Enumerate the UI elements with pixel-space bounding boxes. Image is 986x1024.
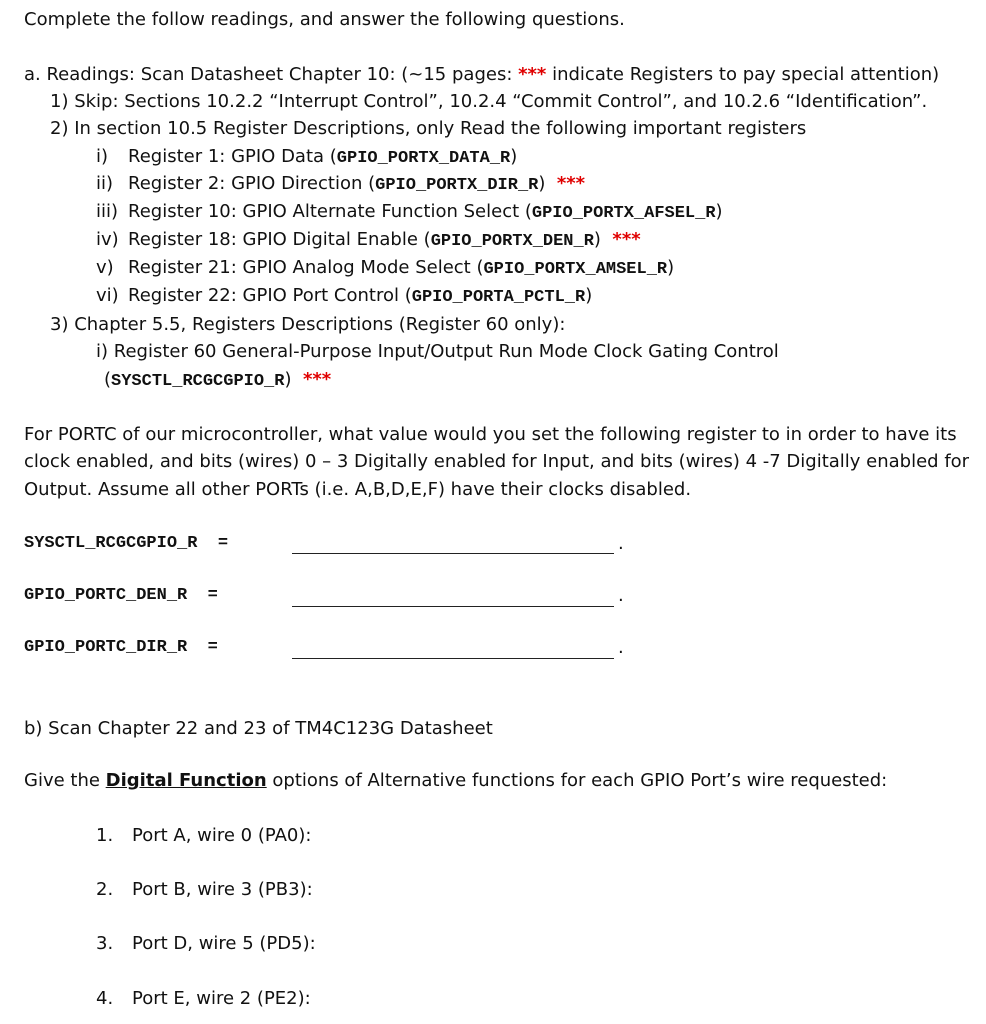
register-code: GPIO_PORTA_PCTL_R [411, 288, 586, 307]
answer-label: SYSCTL_RCGCGPIO_R [24, 534, 198, 553]
register-60-line: i) Register 60 General-Purpose Input/Output Run Mode Clock Gating Control [96, 341, 779, 362]
section-10-5-instruction: 2) In section 10.5 Register Descriptions, only Read the following important registers [50, 118, 807, 139]
register-close: ) [593, 229, 601, 250]
list-item [96, 933, 316, 955]
register-code: GPIO_PORTX_DEN_R [430, 232, 594, 251]
answer-period: . [618, 637, 624, 658]
answer-label-den [24, 585, 218, 607]
register-60-stars: *** [302, 369, 332, 390]
register-item [96, 201, 723, 225]
list-item [96, 988, 311, 1010]
answer-period: . [618, 533, 624, 554]
register-num: ii) [96, 173, 114, 194]
answer-blank-rcgcgpio[interactable] [292, 553, 614, 554]
answer-period: . [618, 585, 624, 606]
part-a-heading-prefix: a. Readings: Scan Datasheet Chapter 10: (~15 pages: [24, 64, 519, 85]
register-close: ) [585, 285, 593, 306]
reg60-close: ) [284, 369, 292, 390]
list-num: 2. [96, 879, 114, 900]
skip-sections: 1) Skip: Sections 10.2.2 “Interrupt Control”, 10.2.4 “Commit Control”, and 10.2.6 “Identification”. [50, 91, 928, 112]
register-60-code-line [104, 369, 331, 393]
register-num: iv) [96, 229, 119, 250]
list-num: 3. [96, 933, 114, 954]
answer-label-dir [24, 637, 218, 659]
give-prefix: Give the [24, 770, 106, 791]
list-text: Port D, wire 5 (PD5): [132, 933, 316, 954]
register-text: Register 21: GPIO Analog Mode Select ( [128, 257, 484, 278]
list-item [96, 879, 313, 901]
register-text: Register 22: GPIO Port Control ( [128, 285, 412, 306]
portc-question-line: For PORTC of our microcontroller, what value would you set the following register to in order to have its [24, 424, 957, 445]
register-close: ) [510, 146, 518, 167]
register-item [96, 285, 592, 309]
register-text: Register 18: GPIO Digital Enable ( [128, 229, 431, 250]
digital-function-emphasis: Digital Function [105, 770, 267, 791]
part-b-instruction [24, 770, 887, 792]
part-b-heading: b) Scan Chapter 22 and 23 of TM4C123G Datasheet [24, 718, 493, 739]
chapter-5-5-instruction: 3) Chapter 5.5, Registers Descriptions (Register 60 only): [50, 314, 566, 335]
answer-equals: = [207, 586, 218, 605]
reg60-open: ( [104, 369, 112, 390]
answer-blank-dir[interactable] [292, 658, 614, 659]
register-close: ) [667, 257, 675, 278]
portc-question-line: Output. Assume all other PORTs (i.e. A,B,D,E,F) have their clocks disabled. [24, 479, 692, 500]
attention-stars: *** [518, 64, 547, 85]
answer-equals: = [217, 534, 229, 553]
register-code: GPIO_PORTX_AFSEL_R [531, 204, 716, 223]
register-code: GPIO_PORTX_AMSEL_R [483, 260, 668, 279]
answer-equals: = [207, 638, 218, 657]
register-num: i) [96, 146, 109, 167]
register-stars: *** [556, 173, 586, 194]
register-60-code: SYSCTL_RCGCGPIO_R [111, 372, 285, 391]
register-code: GPIO_PORTX_DIR_R [375, 176, 539, 195]
register-item [96, 146, 517, 170]
give-suffix: options of Alternative functions for each GPIO Port’s wire requested: [266, 770, 888, 791]
register-item [96, 173, 585, 197]
register-text: Register 1: GPIO Data ( [128, 146, 337, 167]
part-a-heading [24, 64, 939, 86]
register-close: ) [715, 201, 723, 222]
register-num: vi) [96, 285, 119, 306]
list-num: 4. [96, 988, 114, 1009]
list-text: Port A, wire 0 (PA0): [132, 825, 312, 846]
answer-label: GPIO_PORTC_DEN_R [24, 586, 188, 605]
register-stars: *** [612, 229, 641, 250]
answer-blank-den[interactable] [292, 606, 614, 607]
answer-label-rcgcgpio [24, 533, 228, 555]
list-text: Port B, wire 3 (PB3): [132, 879, 313, 900]
list-num: 1. [96, 825, 114, 846]
list-item [96, 825, 311, 847]
register-text: Register 10: GPIO Alternate Function Select ( [128, 201, 532, 222]
intro-text: Complete the follow readings, and answer the following questions. [24, 9, 625, 30]
register-item [96, 257, 674, 281]
register-num: v) [96, 257, 114, 278]
list-text: Port E, wire 2 (PE2): [132, 988, 311, 1009]
register-code: GPIO_PORTX_DATA_R [336, 149, 511, 168]
answer-label: GPIO_PORTC_DIR_R [24, 638, 188, 657]
register-item [96, 229, 641, 253]
register-num: iii) [96, 201, 119, 222]
register-close: ) [538, 173, 546, 194]
portc-question-line: clock enabled, and bits (wires) 0 – 3 Digitally enabled for Input, and bits (wires) 4 -7 Digitally enabled for [24, 451, 970, 472]
part-a-heading-suffix: indicate Registers to pay special attention) [546, 64, 940, 85]
register-text: Register 2: GPIO Direction ( [128, 173, 376, 194]
